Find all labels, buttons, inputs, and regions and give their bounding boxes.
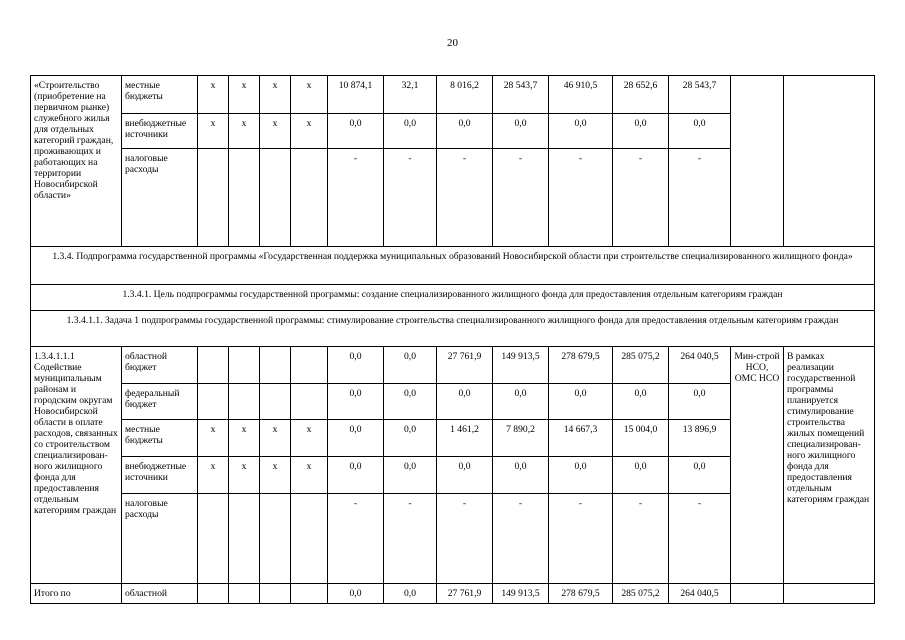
value-cell: -: [328, 494, 384, 584]
value-cell: 0,0: [328, 114, 384, 149]
value-cell: х: [198, 76, 229, 114]
value-cell: 0,0: [328, 420, 384, 457]
value-cell: 0,0: [493, 457, 549, 494]
value-cell: [229, 149, 260, 247]
value-cell: -: [493, 494, 549, 584]
value-cell: х: [229, 114, 260, 149]
value-cell: 28 652,6: [613, 76, 669, 114]
funding-source-cell: местные бюджеты: [122, 76, 198, 114]
value-cell: 0,0: [549, 457, 613, 494]
value-cell: х: [198, 420, 229, 457]
table-row: [31, 76, 875, 114]
value-cell: [229, 584, 260, 604]
result-cell: [784, 584, 875, 604]
subprogram-header: 1.3.4. Подпрограмма государственной программы «Государственная поддержка муниципальных образований Новосибирской области при строительстве специализированного жилищного фонда»: [31, 247, 875, 285]
value-cell: х: [260, 420, 291, 457]
value-cell: 0,0: [328, 584, 384, 604]
value-cell: 0,0: [384, 114, 437, 149]
value-cell: -: [669, 494, 731, 584]
value-cell: [260, 347, 291, 384]
funding-source-cell: внебюджетные источники: [122, 457, 198, 494]
value-cell: 0,0: [493, 114, 549, 149]
funding-source-cell: областной: [122, 584, 198, 604]
value-cell: х: [260, 114, 291, 149]
value-cell: 28 543,7: [669, 76, 731, 114]
value-cell: 0,0: [384, 584, 437, 604]
value-cell: х: [260, 457, 291, 494]
funding-source-cell: налоговые расходы: [122, 149, 198, 247]
value-cell: 32,1: [384, 76, 437, 114]
funding-source-cell: внебюджетные источники: [122, 114, 198, 149]
value-cell: [198, 494, 229, 584]
value-cell: 0,0: [669, 457, 731, 494]
value-cell: -: [384, 149, 437, 247]
table-row: [31, 347, 875, 384]
value-cell: -: [437, 494, 493, 584]
value-cell: х: [229, 420, 260, 457]
value-cell: 0,0: [549, 114, 613, 149]
value-cell: [260, 494, 291, 584]
value-cell: 285 075,2: [613, 584, 669, 604]
value-cell: -: [549, 149, 613, 247]
value-cell: 278 679,5: [549, 584, 613, 604]
value-cell: [291, 494, 328, 584]
value-cell: [198, 584, 229, 604]
value-cell: [229, 347, 260, 384]
value-cell: [291, 149, 328, 247]
value-cell: 0,0: [549, 384, 613, 420]
value-cell: 149 913,5: [493, 347, 549, 384]
result-cell: В рамках реализации государственной программы планируется стимулирование строительства жилых помещений специализирован-ного жилищного фонда для предоставления отдельным категориям граждан: [784, 347, 875, 584]
result-cell: [784, 76, 875, 247]
value-cell: [291, 347, 328, 384]
value-cell: -: [384, 494, 437, 584]
value-cell: 285 075,2: [613, 347, 669, 384]
value-cell: 0,0: [384, 347, 437, 384]
executor-cell: [731, 584, 784, 604]
value-cell: х: [291, 457, 328, 494]
table-row: [31, 584, 875, 604]
value-cell: [229, 384, 260, 420]
funding-source-cell: федеральный бюджет: [122, 384, 198, 420]
value-cell: 27 761,9: [437, 584, 493, 604]
value-cell: х: [260, 76, 291, 114]
value-cell: 46 910,5: [549, 76, 613, 114]
budget-table: [30, 75, 875, 604]
value-cell: [198, 347, 229, 384]
value-cell: х: [291, 420, 328, 457]
funding-source-cell: местные бюджеты: [122, 420, 198, 457]
value-cell: [260, 149, 291, 247]
value-cell: 0,0: [437, 114, 493, 149]
value-cell: 0,0: [384, 420, 437, 457]
value-cell: 0,0: [384, 457, 437, 494]
value-cell: -: [328, 149, 384, 247]
value-cell: [198, 149, 229, 247]
value-cell: 10 874,1: [328, 76, 384, 114]
value-cell: 264 040,5: [669, 584, 731, 604]
table-row: [31, 311, 875, 347]
value-cell: 7 890,2: [493, 420, 549, 457]
value-cell: х: [198, 114, 229, 149]
value-cell: [229, 494, 260, 584]
page-number: 20: [447, 37, 458, 49]
value-cell: 0,0: [437, 384, 493, 420]
value-cell: -: [493, 149, 549, 247]
value-cell: 8 016,2: [437, 76, 493, 114]
value-cell: х: [229, 76, 260, 114]
value-cell: 0,0: [328, 457, 384, 494]
value-cell: х: [229, 457, 260, 494]
executor-cell: [731, 76, 784, 247]
funding-source-cell: областной бюджет: [122, 347, 198, 384]
value-cell: 0,0: [493, 384, 549, 420]
value-cell: [260, 584, 291, 604]
value-cell: 0,0: [669, 114, 731, 149]
executor-cell: Мин-строй НСО, ОМС НСО: [731, 347, 784, 584]
value-cell: 13 896,9: [669, 420, 731, 457]
value-cell: -: [549, 494, 613, 584]
value-cell: -: [437, 149, 493, 247]
value-cell: х: [198, 457, 229, 494]
table-row: [31, 247, 875, 285]
value-cell: 14 667,3: [549, 420, 613, 457]
value-cell: х: [291, 76, 328, 114]
value-cell: 0,0: [613, 457, 669, 494]
value-cell: 278 679,5: [549, 347, 613, 384]
value-cell: -: [669, 149, 731, 247]
value-cell: [291, 584, 328, 604]
value-cell: 0,0: [328, 384, 384, 420]
value-cell: 264 040,5: [669, 347, 731, 384]
value-cell: 28 543,7: [493, 76, 549, 114]
value-cell: 1 461,2: [437, 420, 493, 457]
goal-header: 1.3.4.1. Цель подпрограммы государственной программы: создание специализированного жилищного фонда для предоставления отдельным категориям граждан: [31, 285, 875, 311]
value-cell: 0,0: [669, 384, 731, 420]
value-cell: 0,0: [613, 114, 669, 149]
funding-source-cell: налоговые расходы: [122, 494, 198, 584]
value-cell: 0,0: [328, 347, 384, 384]
value-cell: [291, 384, 328, 420]
value-cell: х: [291, 114, 328, 149]
value-cell: 0,0: [613, 384, 669, 420]
value-cell: -: [613, 494, 669, 584]
value-cell: -: [613, 149, 669, 247]
total-label-cell: Итого по: [31, 584, 122, 604]
activity-name-cell: «Строительство (приобретение на первичном рынке) служебного жилья для отдельных категорий граждан, проживающих и работающих на территории Новосибирской области»: [31, 76, 122, 247]
table-row: [31, 285, 875, 311]
value-cell: 0,0: [384, 384, 437, 420]
value-cell: 27 761,9: [437, 347, 493, 384]
value-cell: 0,0: [437, 457, 493, 494]
value-cell: 15 004,0: [613, 420, 669, 457]
value-cell: [260, 384, 291, 420]
task-header: 1.3.4.1.1. Задача 1 подпрограммы государственной программы: стимулирование строительства специализированного жилищного фонда для предоставления отдельным категориям граждан: [31, 311, 875, 347]
value-cell: 149 913,5: [493, 584, 549, 604]
activity-name-cell: 1.3.4.1.1.1 Содействие муниципальным районам и городским округам Новосибирской области в оплате расходов, связанных со строительством специализирован-ного жилищного фонда для предоставления отдельным категориям граждан: [31, 347, 122, 584]
value-cell: [198, 384, 229, 420]
